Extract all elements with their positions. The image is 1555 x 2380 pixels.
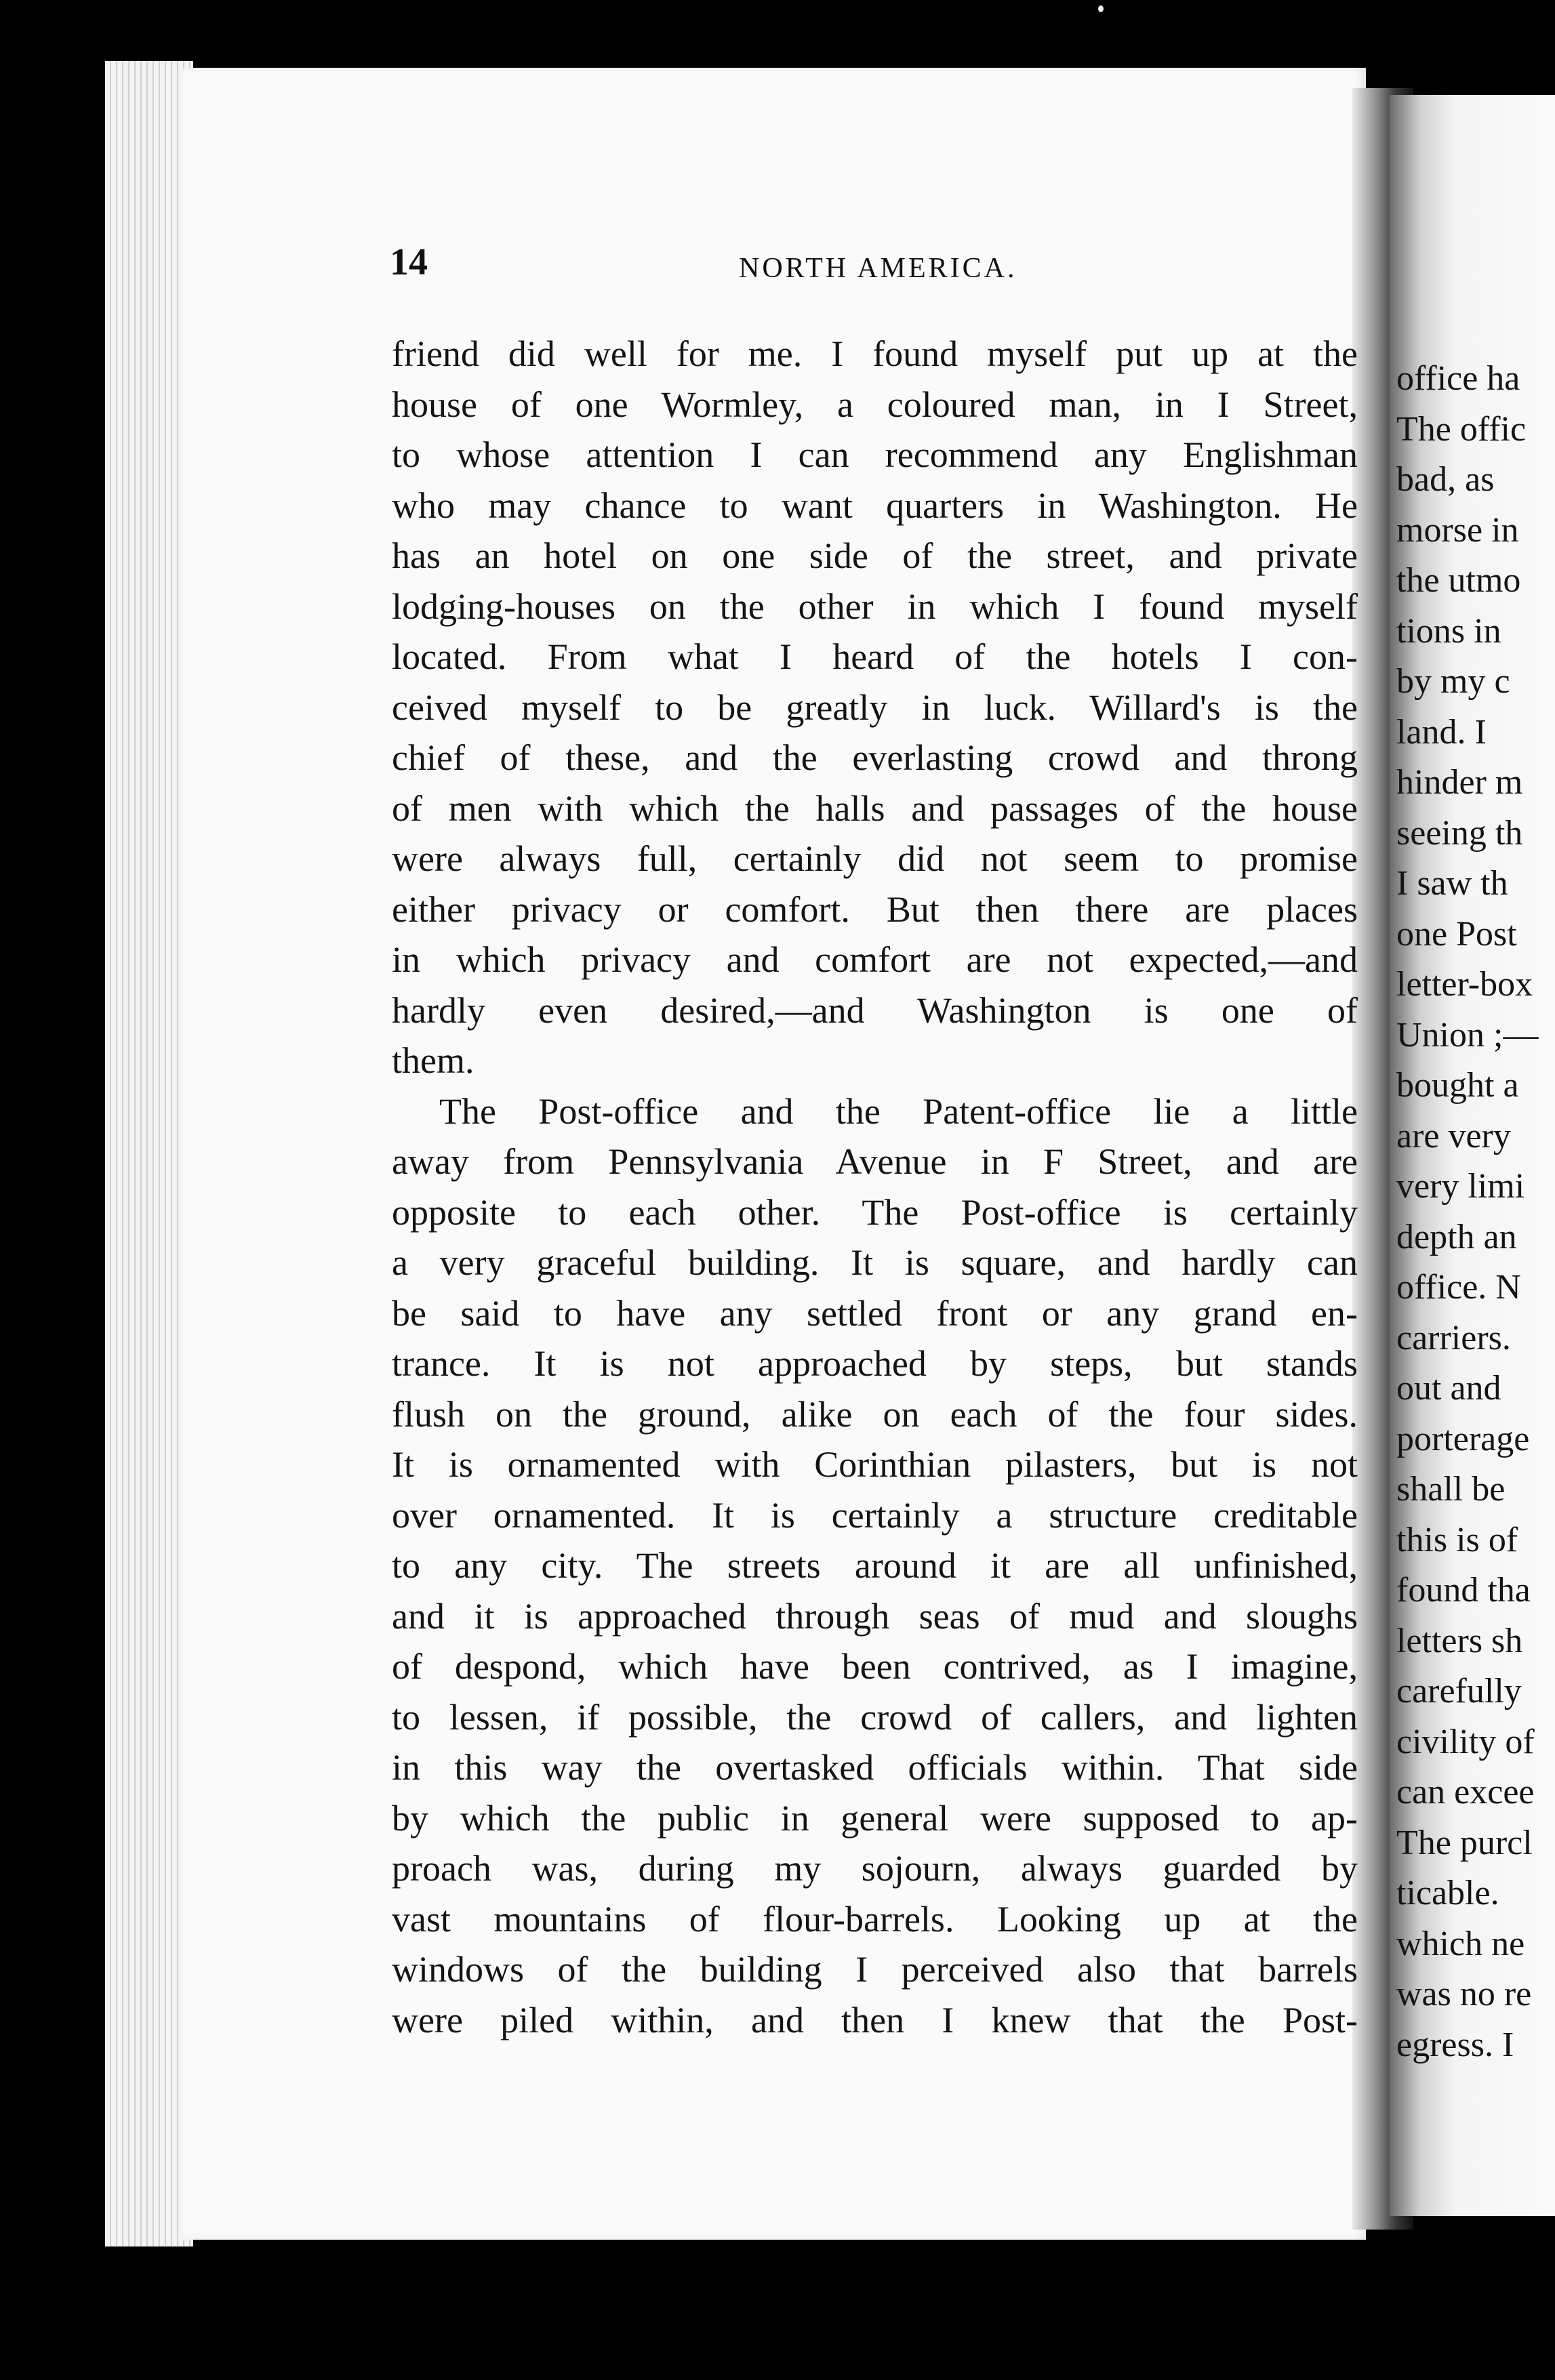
text-line: were always full, certainly did not seem to promise bbox=[392, 838, 1358, 879]
text-line: of despond, which have been contrived, as I imagine, bbox=[392, 1646, 1358, 1687]
text-line: in this way the overtasked officials within. That side bbox=[392, 1747, 1358, 1788]
text-line: lodging-houses on the other in which I found myself bbox=[392, 586, 1358, 627]
facing-text-line: very limi bbox=[1396, 1167, 1525, 1206]
facing-text-line: carriers. bbox=[1396, 1318, 1511, 1357]
page-edges bbox=[105, 61, 193, 2246]
text-line: in which privacy and comfort are not expected,—and bbox=[392, 939, 1358, 980]
text-line: house of one Wormley, a coloured man, in I Street, bbox=[392, 384, 1358, 425]
text-line: them. bbox=[392, 1040, 474, 1081]
facing-text-line: can excee bbox=[1396, 1773, 1535, 1811]
facing-text-line: letter-box bbox=[1396, 965, 1533, 1004]
text-line: has an hotel on one side of the street, and private bbox=[392, 535, 1358, 576]
text-line: opposite to each other. The Post-office is certainly bbox=[392, 1191, 1358, 1233]
facing-text-line: was no re bbox=[1396, 1975, 1532, 2013]
text-line: to any city. The streets around it are all unfinished, bbox=[392, 1545, 1358, 1586]
text-line: located. From what I heard of the hotels I con- bbox=[392, 636, 1358, 677]
text-line: who may chance to want quarters in Washington. He bbox=[392, 485, 1358, 526]
text-line: to whose attention I can recommend any Englishman bbox=[392, 434, 1358, 475]
text-line: friend did well for me. I found myself put up at the bbox=[392, 333, 1358, 374]
facing-text-line: by my c bbox=[1396, 662, 1510, 701]
facing-text-line: land. I bbox=[1396, 712, 1487, 752]
text-line: a very graceful building. It is square, and hardly can bbox=[392, 1242, 1358, 1283]
facing-text-line: this is of bbox=[1396, 1520, 1518, 1559]
text-line: vast mountains of flour-barrels. Looking up at the bbox=[392, 1898, 1358, 1940]
text-line: chief of these, and the everlasting crowd and throng bbox=[392, 737, 1358, 778]
facing-text-line: bad, as bbox=[1396, 460, 1495, 499]
text-line: to lessen, if possible, the crowd of callers, and lighten bbox=[392, 1696, 1358, 1738]
facing-text-line: I saw th bbox=[1396, 864, 1508, 903]
facing-text-line: office. N bbox=[1396, 1268, 1521, 1307]
facing-text-line: shall be bbox=[1396, 1470, 1506, 1509]
text-line: either privacy or comfort. But then there are places bbox=[392, 888, 1358, 930]
text-line: and it is approached through seas of mud and sloughs bbox=[392, 1595, 1358, 1637]
text-line: away from Pennsylvania Avenue in F Street, and are bbox=[392, 1141, 1358, 1182]
text-line: of men with which the halls and passages of the house bbox=[392, 787, 1358, 829]
facing-text-line: tions in bbox=[1396, 611, 1501, 651]
body-text bbox=[392, 329, 1358, 2213]
text-line: trance. It is not approached by steps, but stands bbox=[392, 1343, 1358, 1384]
facing-text-line: are very bbox=[1396, 1116, 1511, 1155]
text-line: were piled within, and then I knew that the Post- bbox=[392, 1999, 1358, 2040]
text-line: proach was, during my sojourn, always guarded by bbox=[392, 1848, 1358, 1889]
facing-page-text bbox=[1396, 354, 1555, 2070]
facing-text-line: bought a bbox=[1396, 1066, 1519, 1105]
facing-text-line: out and bbox=[1396, 1369, 1501, 1408]
facing-text-line: hinder m bbox=[1396, 763, 1523, 802]
facing-text-line: The offic bbox=[1396, 409, 1527, 449]
page-number: 14 bbox=[390, 241, 428, 283]
facing-text-line: found tha bbox=[1396, 1571, 1531, 1609]
facing-text-line: The purcl bbox=[1396, 1823, 1533, 1862]
text-line: windows of the building I perceived also that barrels bbox=[392, 1949, 1358, 1990]
scan-speck bbox=[1098, 5, 1104, 12]
facing-text-line: one Post bbox=[1396, 914, 1517, 953]
facing-text-line: porterage bbox=[1396, 1419, 1530, 1458]
facing-text-line: seeing th bbox=[1396, 813, 1523, 853]
text-line: ceived myself to be greatly in luck. Willard's is the bbox=[392, 686, 1358, 728]
text-line: be said to have any settled front or any grand en- bbox=[392, 1292, 1358, 1334]
facing-text-line: carefully bbox=[1396, 1672, 1522, 1710]
text-line: The Post-office and the Patent-office lie a little bbox=[439, 1090, 1358, 1132]
text-line: hardly even desired,—and Washington is one of bbox=[392, 989, 1358, 1031]
facing-text-line: depth an bbox=[1396, 1217, 1517, 1256]
facing-text-line: letters sh bbox=[1396, 1621, 1523, 1660]
text-line: flush on the ground, alike on each of the four sides. bbox=[392, 1393, 1358, 1435]
facing-text-line: which ne bbox=[1396, 1924, 1525, 1963]
text-line: by which the public in general were supposed to ap- bbox=[392, 1797, 1358, 1839]
facing-text-line: ticable. bbox=[1396, 1874, 1499, 1912]
facing-text-line: morse in bbox=[1396, 510, 1519, 550]
facing-text-line: Union ;— bbox=[1396, 1015, 1539, 1054]
text-line: It is ornamented with Corinthian pilasters, but is not bbox=[392, 1444, 1358, 1485]
facing-text-line: the utmo bbox=[1396, 561, 1521, 600]
facing-text-line: egress. I bbox=[1396, 2025, 1514, 2064]
running-head: NORTH AMERICA. bbox=[739, 253, 1017, 284]
facing-text-line: civility of bbox=[1396, 1722, 1535, 1761]
text-line: over ornamented. It is certainly a structure creditable bbox=[392, 1494, 1358, 1536]
facing-text-line: office ha bbox=[1396, 359, 1520, 398]
